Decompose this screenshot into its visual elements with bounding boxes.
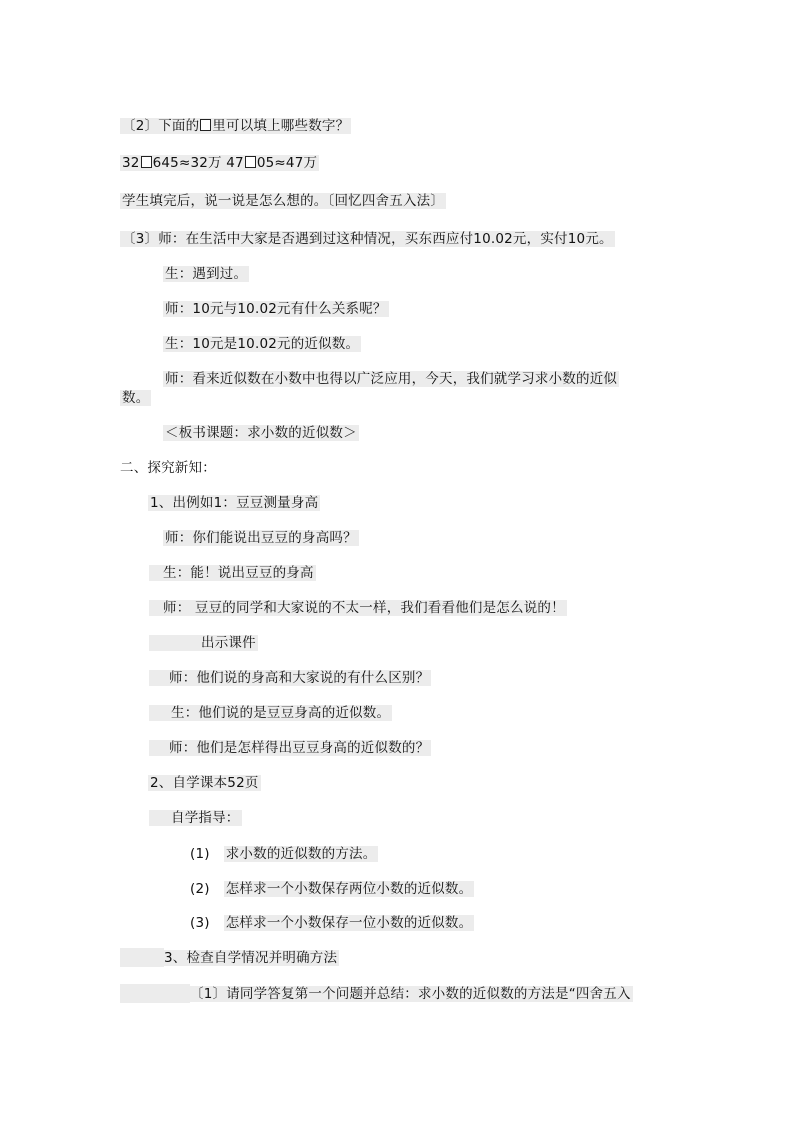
teacher-line-2 xyxy=(163,370,619,388)
question-2 xyxy=(120,117,351,135)
fill-instruction-text: 学生填完后，说一说是怎么想的。〔回忆四舍五入法〕 xyxy=(122,193,445,209)
teacher-line-5-text: 师：他们说的身高和大家说的有什么区别？ xyxy=(149,670,431,686)
study-guide-text: 自学指导： xyxy=(149,810,242,826)
guide-item-3 xyxy=(190,914,474,932)
study-guide xyxy=(149,809,242,827)
teacher-line-1-text: 师：10元与10.02元有什么关系呢？ xyxy=(165,301,387,317)
self-study-heading-text: 2、自学课本52页 xyxy=(150,775,259,791)
guide-item-2-number: (2) xyxy=(190,881,210,897)
section-2-heading xyxy=(120,459,216,477)
student-reply-3-text: 生：能！说出豆豆的身高 xyxy=(149,565,316,581)
teacher-line-2-cont xyxy=(120,389,151,407)
question-3 xyxy=(120,230,615,248)
example-text-b: 645≈32万 47 xyxy=(152,155,244,171)
example-1-heading-text: 1、出例如1：豆豆测量身高 xyxy=(150,495,319,511)
section-2-heading-text: 二、探究新知： xyxy=(120,460,216,476)
teacher-line-3-text: 师：你们能说出豆豆的身高吗？ xyxy=(165,530,357,546)
check-item-1-text: 〔1〕请同学答复第一个问题并总结：求小数的近似数的方法是“四舍五入 xyxy=(190,986,631,1002)
student-reply-2 xyxy=(163,335,361,353)
lesson-title xyxy=(163,424,359,442)
guide-item-3-number: (3) xyxy=(190,915,210,931)
self-study-heading xyxy=(148,774,261,792)
example-text-a: 32 xyxy=(122,155,140,171)
teacher-line-5 xyxy=(149,669,431,687)
student-reply-1 xyxy=(163,265,249,283)
check-item-1 xyxy=(188,985,633,1003)
teacher-line-4-text: 师： 豆豆的同学和大家说的不太一样，我们看看他们是怎么说的！ xyxy=(149,600,567,616)
student-reply-2-text: 生：10元是10.02元的近似数。 xyxy=(165,336,360,352)
show-courseware xyxy=(149,634,258,652)
student-reply-4-text: 生：他们说的是豆豆身高的近似数。 xyxy=(149,705,392,721)
question-3-text: 〔3〕师：在生活中大家是否遇到过这种情况，买东西应付10.02元，实付10元。 xyxy=(122,231,613,247)
guide-item-3-text: 怎样求一个小数保存一位小数的近似数。 xyxy=(225,915,473,931)
teacher-line-1 xyxy=(163,300,389,318)
check-heading xyxy=(162,949,339,967)
student-reply-3 xyxy=(149,564,316,582)
guide-item-2-text: 怎样求一个小数保存两位小数的近似数。 xyxy=(225,881,473,897)
teacher-line-2-cont-text: 数。 xyxy=(122,390,150,406)
question-2-text: 〔2〕下面的 xyxy=(122,118,200,134)
blank-box xyxy=(200,119,211,131)
check-heading-text: 3、检查自学情况并明确方法 xyxy=(164,950,338,966)
teacher-line-6-text: 师：他们是怎样得出豆豆身高的近似数的？ xyxy=(149,740,431,756)
example-1-heading xyxy=(148,494,320,512)
student-reply-1-text: 生：遇到过。 xyxy=(165,266,248,282)
question-2-text-end: 里可以填上哪些数字？ xyxy=(212,118,350,134)
highlight-bar xyxy=(120,948,164,967)
guide-item-1-number: (1) xyxy=(190,846,210,862)
fill-instruction xyxy=(120,192,446,210)
show-courseware-text: 出示课件 xyxy=(149,635,258,651)
example-line xyxy=(120,154,319,172)
example-text-c: 05≈47万 xyxy=(256,155,318,171)
highlight-bar xyxy=(120,984,190,1003)
teacher-line-4 xyxy=(149,599,567,617)
teacher-line-3 xyxy=(163,529,359,547)
guide-item-2 xyxy=(190,880,474,898)
blank-box xyxy=(245,156,256,168)
student-reply-4 xyxy=(149,704,392,722)
blank-box xyxy=(141,156,152,168)
teacher-line-2-text: 师：看来近似数在小数中也得以广泛应用，今天，我们就学习求小数的近似 xyxy=(165,371,618,387)
lesson-title-text: ＜板书课题：求小数的近似数＞ xyxy=(165,425,357,441)
guide-item-1 xyxy=(190,845,378,863)
guide-item-1-text: 求小数的近似数的方法。 xyxy=(225,846,377,862)
teacher-line-6 xyxy=(149,739,431,757)
